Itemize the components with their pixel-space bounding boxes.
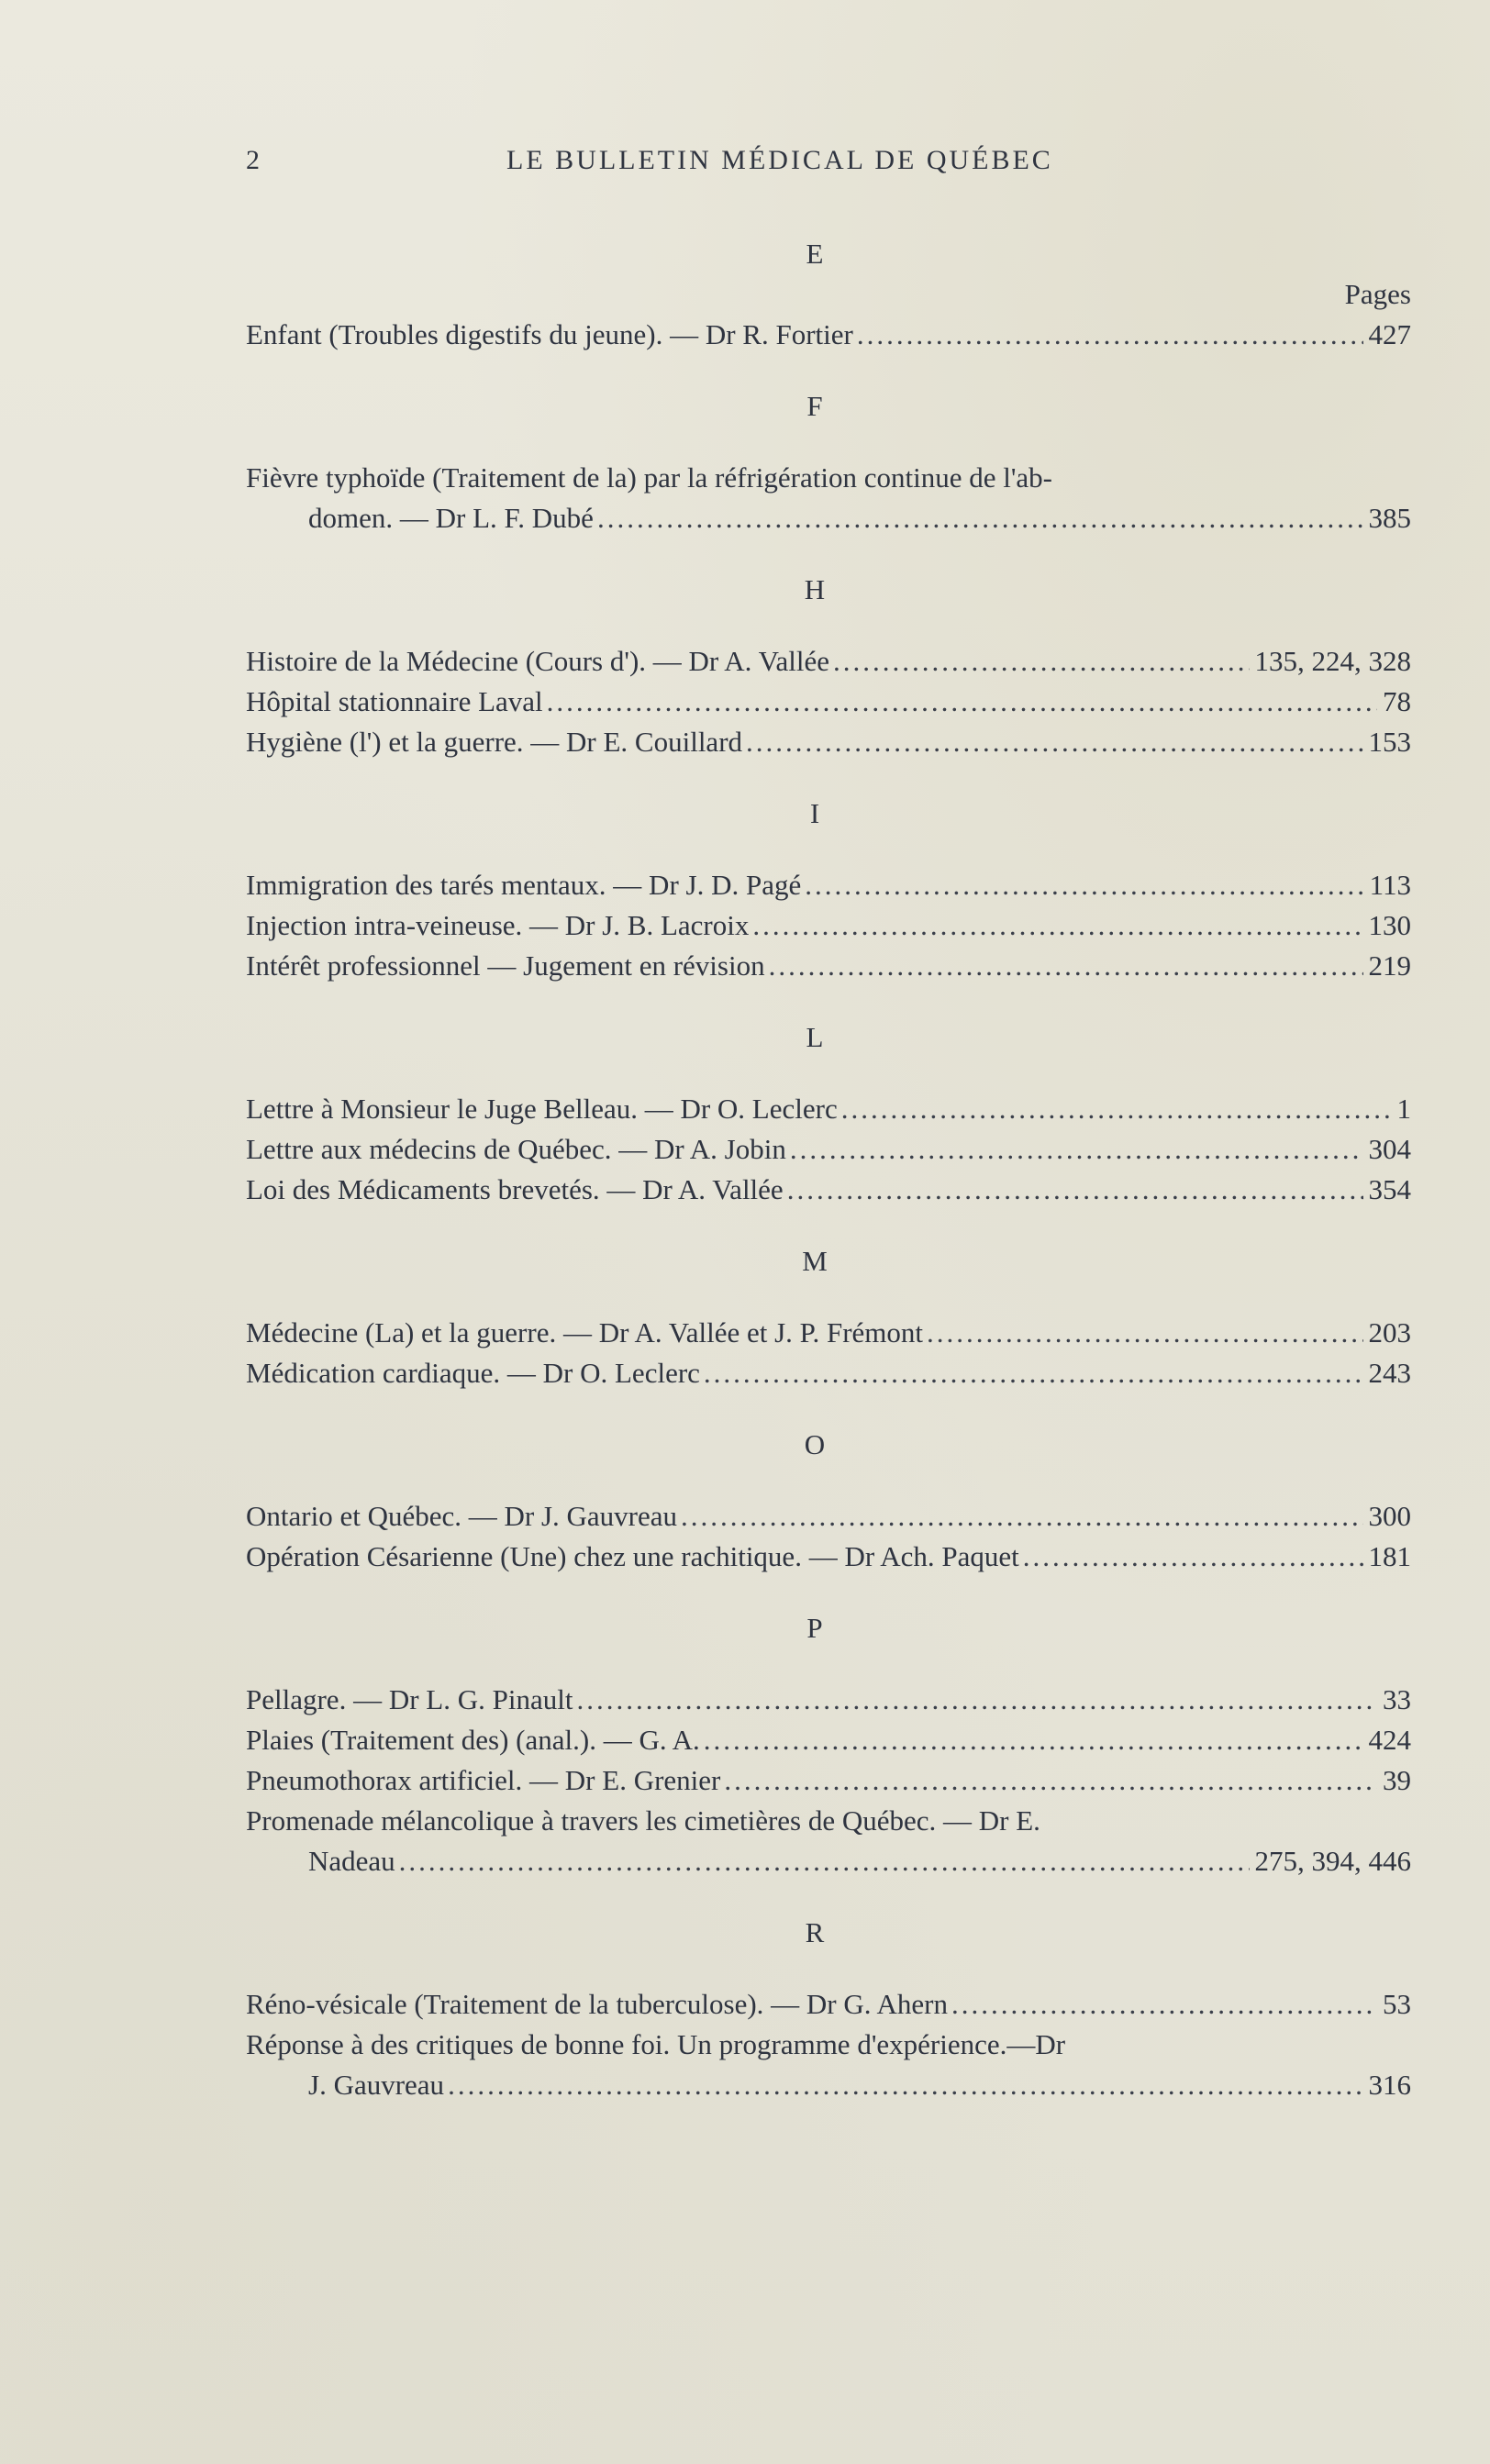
index-entry: [246, 1313, 1411, 1353]
dot-leader: [576, 1680, 1377, 1720]
section-letter: H: [804, 573, 826, 605]
dot-leader: [927, 1313, 1362, 1353]
index-entry: [246, 1680, 1411, 1720]
entry-page-number: 135, 224, 328: [1254, 645, 1411, 677]
entry-page-number: 113: [1369, 869, 1411, 901]
entry-title: Intérêt professionnel — Jugement en révision: [246, 949, 765, 982]
dot-leader: [1023, 1537, 1363, 1577]
dot-leader: [704, 1720, 1363, 1760]
index-entry: [246, 946, 1411, 986]
entry-page-number: 153: [1368, 726, 1411, 758]
entry-page-number: 219: [1368, 949, 1411, 982]
index-entry: [246, 682, 1411, 722]
entry-title: Médecine (La) et la guerre. — Dr A. Vallée et J. P. Frémont: [246, 1316, 924, 1349]
entry-title: Immigration des tarés mentaux. — Dr J. D. Pagé: [246, 869, 802, 901]
dot-leader: [746, 722, 1362, 762]
index-section: [246, 794, 1411, 1017]
entry-page-number: 243: [1368, 1357, 1411, 1389]
running-title: LE BULLETIN MÉDICAL DE QUÉBEC: [506, 145, 1053, 175]
entry-page-number: 427: [1368, 318, 1411, 350]
entry-title: Hôpital stationnaire Laval: [246, 685, 543, 717]
pages-column-label: Pages: [1344, 278, 1411, 310]
entry-title: Promenade mélancolique à travers les cimetières de Québec. — Dr E.: [246, 1804, 1040, 1837]
index-entry: [246, 1760, 1411, 1801]
index-entry: [246, 1720, 1411, 1760]
section-letter: M: [802, 1245, 828, 1277]
index-entry: [246, 458, 1411, 538]
subject-index: [246, 234, 1411, 2137]
section-letter: L: [806, 1021, 824, 1053]
entry-page-number: 354: [1368, 1173, 1411, 1205]
index-section: [246, 1241, 1411, 1425]
entry-title: Hygiène (l') et la guerre. — Dr E. Couillard: [246, 726, 743, 758]
entry-page-number: 203: [1368, 1316, 1411, 1349]
dot-leader: [790, 1129, 1363, 1170]
page-header: [246, 145, 1173, 182]
entry-title: Injection intra-veineuse. — Dr J. B. Lacroix: [246, 909, 750, 941]
index-entry: [246, 1801, 1411, 1881]
entry-page-number: 424: [1368, 1724, 1411, 1756]
dot-leader: [833, 641, 1249, 682]
index-section: [246, 1913, 1411, 2137]
entry-page-number: 1: [1396, 1093, 1411, 1125]
entry-title: Pellagre. — Dr L. G. Pinault: [246, 1683, 573, 1715]
index-entry: [246, 905, 1411, 946]
dot-leader: [597, 498, 1363, 538]
section-letter: R: [805, 1916, 825, 1948]
index-entry: [246, 1984, 1411, 2025]
dot-leader: [951, 1984, 1377, 2025]
entry-page-number: 385: [1368, 502, 1411, 534]
index-section: [246, 1425, 1411, 1608]
index-entry: [246, 1353, 1411, 1393]
entry-title: Lettre aux médecins de Québec. — Dr A. Jobin: [246, 1133, 786, 1165]
index-entry: [246, 1129, 1411, 1170]
entry-title: Loi des Médicaments brevetés. — Dr A. Vallée: [246, 1173, 784, 1205]
entry-page-number: 181: [1368, 1540, 1411, 1572]
entry-title: Enfant (Troubles digestifs du jeune). — Dr R. Fortier: [246, 318, 853, 350]
dot-leader: [704, 1353, 1363, 1393]
entry-page-number: 78: [1383, 685, 1411, 717]
index-entry: [246, 2025, 1411, 2105]
entry-title: Histoire de la Médecine (Cours d'). — Dr A. Vallée: [246, 645, 830, 677]
dot-leader: [448, 2065, 1362, 2105]
index-entry: [246, 315, 1411, 355]
entry-title: Médication cardiaque. — Dr O. Leclerc: [246, 1357, 700, 1389]
entry-title: Plaies (Traitement des) (anal.). — G. A.: [246, 1724, 700, 1756]
entry-page-number: 275, 394, 446: [1254, 1845, 1411, 1877]
index-entry: [246, 1170, 1411, 1210]
entry-page-number: 304: [1368, 1133, 1411, 1165]
dot-leader: [399, 1841, 1250, 1881]
entry-title: Ontario et Québec. — Dr J. Gauvreau: [246, 1500, 677, 1532]
index-entry: [246, 865, 1411, 905]
index-entry: [246, 1537, 1411, 1577]
dot-leader: [769, 946, 1363, 986]
section-letter: I: [809, 797, 820, 829]
dot-leader: [547, 682, 1377, 722]
entry-title: Réno-vésicale (Traitement de la tuberculose). — Dr G. Ahern: [246, 1988, 949, 2020]
entry-page-number: 130: [1368, 909, 1411, 941]
dot-leader: [681, 1496, 1363, 1537]
dot-leader: [805, 865, 1363, 905]
entry-title-continuation: Nadeau: [308, 1845, 395, 1877]
entry-page-number: 300: [1368, 1500, 1411, 1532]
entry-page-number: 33: [1383, 1683, 1411, 1715]
dot-leader: [787, 1170, 1363, 1210]
dot-leader: [752, 905, 1362, 946]
index-entry: [246, 722, 1411, 762]
section-letter: P: [806, 1612, 823, 1644]
section-letter: F: [806, 390, 823, 422]
page-number: 2: [246, 145, 261, 175]
entry-title: Pneumothorax artificiel. — Dr E. Grenier: [246, 1764, 721, 1796]
index-section: [246, 386, 1411, 570]
index-section: [246, 234, 1411, 386]
entry-title: Réponse à des critiques de bonne foi. Un programme d'expérience.—Dr: [246, 2028, 1066, 2060]
dot-leader: [724, 1760, 1377, 1801]
entry-title-continuation: domen. — Dr L. F. Dubé: [308, 502, 594, 534]
entry-title-continuation: J. Gauvreau: [308, 2069, 445, 2101]
index-section: [246, 1017, 1411, 1241]
index-entry: [246, 1496, 1411, 1537]
entry-page-number: 39: [1383, 1764, 1411, 1796]
entry-page-number: 316: [1368, 2069, 1411, 2101]
entry-page-number: 53: [1383, 1988, 1411, 2020]
entry-title: Lettre à Monsieur le Juge Belleau. — Dr O. Leclerc: [246, 1093, 838, 1125]
entry-title: Fièvre typhoïde (Traitement de la) par la réfrigération continue de l'ab-: [246, 461, 1053, 494]
section-letter: E: [806, 238, 824, 270]
index-entry: [246, 641, 1411, 682]
dot-leader: [857, 315, 1363, 355]
section-letter: O: [804, 1428, 826, 1460]
entry-title: Opération Césarienne (Une) chez une rachitique. — Dr Ach. Paquet: [246, 1540, 1019, 1572]
index-entry: [246, 1089, 1411, 1129]
dot-leader: [841, 1089, 1392, 1129]
index-section: [246, 570, 1411, 794]
index-section: [246, 1608, 1411, 1913]
